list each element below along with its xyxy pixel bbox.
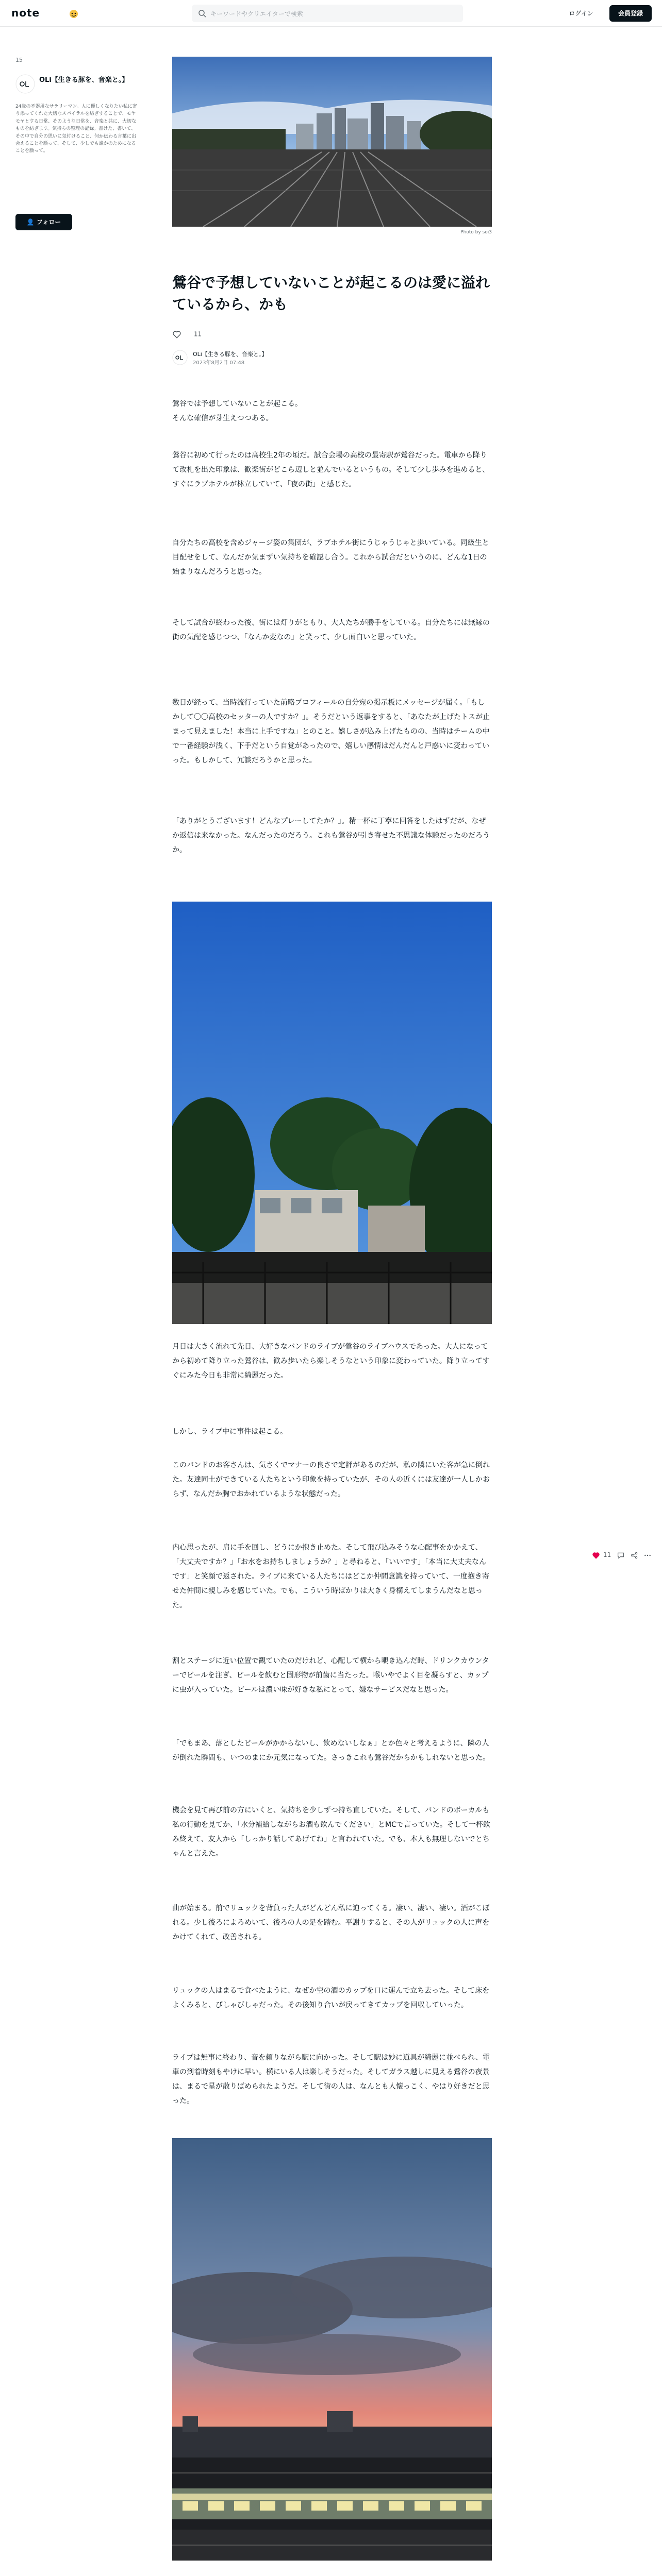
paragraph: そして試合が終わった後、街には灯りがともり、大人たちが勝手をしている。自分たちには無縁の街の気配を感じつつ、「なんか変なの」と笑って、少し面白いと思っていた。 bbox=[172, 619, 490, 641]
note-logo[interactable]: note bbox=[11, 7, 40, 19]
paragraph: 「ありがとうございます！どんなプレーしてたか？」。精一杯に丁寧に回答をしたはずだが、なぜか返信は来なかった。なんだったのだろう。これも鶯谷が引き寄せた不思議な体験だったのだろうか。 bbox=[172, 817, 490, 854]
sunset-station-photo bbox=[172, 2138, 492, 2561]
author-sidebar bbox=[15, 57, 139, 226]
heart-icon[interactable] bbox=[592, 1551, 600, 1560]
floating-like-count[interactable]: 11 bbox=[603, 1551, 611, 1558]
paragraph: 鶯谷に初めて行ったのは高校生2年の頃だ。試合会場の高校の最寄駅が鶯谷だった。電車から降りて改札を出た印象は、歓楽街がどこら辺しと並んでいるというもの。そして少し歩みを進めると、すぐにラブホテルが林立していて、「夜の街」と感じた。 bbox=[172, 451, 490, 488]
paragraph: このバンドのお客さんは、気さくでマナーの良さで定評があるのだが、私の隣にいた客が急に倒れた。友達同士ができている人たちという印象を持っていたが、その人の近くには友達が一人しかおらず、なんだか胸でおかれているような状態だった。 bbox=[172, 1461, 490, 1498]
paragraph: 鶯谷では予想していないことが起こる。 そんな確信が芽生えつつある。 bbox=[172, 400, 302, 422]
follow-label: フォロー bbox=[36, 218, 61, 226]
paragraph: しかし、ライブ中に事件は起こる。 bbox=[172, 1428, 288, 1436]
article-title: 鶯谷で予想していないことが起こるのは愛に溢れているから、かも bbox=[172, 274, 490, 313]
paragraph: 月日は大きく流れて先日、大好きなバンドのライブが鶯谷のライブハウスであった。大人になってから初めて降り立った鶯谷は、歓み歩いたら楽しそうなという印象に変わっていた。降り立ってすぐにみた今日も非常に綺麗だった。 bbox=[172, 1343, 490, 1380]
author-avatar[interactable] bbox=[15, 74, 35, 94]
paragraph: 自分たちの高校を含めジャージ姿の集団が、ラブホテル街にうじゃうじゃと歩いている。同級生と目配せをして、なんだか気まずい気持ちを確認し合う。これから試合だというのに、どんな1日の始まりなんだろうと思った。 bbox=[172, 539, 489, 576]
paragraph: 「でもまあ、落としたビールがかからないし、飲めないしなぁ」とか色々と考えるように、隣の人が倒れた瞬間も、いつのまにか元気になってた。さっきこれも鶯谷だからかもしれないと思った。 bbox=[172, 1739, 490, 1762]
search-input[interactable]: キーワードやクリエイターで検索 bbox=[210, 10, 303, 18]
user-plus-icon: 👤 bbox=[26, 218, 35, 226]
author-name[interactable]: OLi【生きる豚を、音楽と。】 bbox=[193, 351, 268, 358]
paragraph: 数日が経って、当時流行っていた前略プロフィールの自分宛の掲示板にメッセージが届く。「もしかして〇〇高校のセッターの人ですか？」。そうだという返事をすると、「あなたが上げたトスが止まって見えました！本当に上手ですね」とのこと。嬉しさが込み上げたものの、当時はチームの中で一番経験が浅く、下手だという自覚があったので、嬉しい感情はだんだんと戸惑いに変わっていった。もしかして、冗談だろうかと思った。 bbox=[172, 699, 490, 765]
paragraph: リュックの人はまるで食べたように、なぜか空の酒のカップを口に運んで立ち去った。そして床をよくみると、びしゃびしゃだった。その後知り合いが戻ってきてカップを回収していった。 bbox=[172, 1987, 490, 2009]
sidebar-author-bio: 24歳の不器用なサラリーマン。人に優しくなりたい私に寄り添ってくれた大切なスパイラルを紡ぎすることで、モヤモヤとする日常、そのような日常を、音楽と共に、大切なものを紡ぎます。気持ちの整理の記録。書けた、書いて、その中で自分の思いに気付けること、何か伝わる言葉に出会えることを願って、そして、少しでも誰かのためになることを願って。 bbox=[15, 104, 137, 154]
follow-button[interactable] bbox=[15, 214, 72, 230]
like-row bbox=[172, 330, 202, 339]
comment-icon[interactable] bbox=[617, 1551, 625, 1560]
global-header bbox=[0, 0, 662, 27]
paragraph: 割とステージに近い位置で観ていたのだけれど、心配して横から覗き込んだ時、ドリンクカウンターでビールを注ぎ、ビールを飲むと固形物が前歯に当たった。喉いやでよく目を凝らすと、カップに虫が入っていた。ビールは濃い味が好きな私にとって、嫌なサービスだなと思った。 bbox=[172, 1657, 489, 1694]
paragraph: 内心思ったが、肩に手を回し、どうにか抱き止めた。そして飛び込みそうな心配事をかかえて、「大丈夫ですか？」「お水をお持ちしましょうか？」と尋ねると、「いいです」「本当に大丈夫なんです」と笑顔で返された。ライブに来ている人たちにはどこか仲間意識を持っていて、一度抱き寄せた仲間に親しみを感じていた。でも、こういう時ばかりは大きく身構えてしまうんだなと思った。 bbox=[172, 1544, 489, 1609]
paragraph: ライブは無事に終わり、音を頼りながら駅に向かった。そして駅は妙に道具が綺麗に並べられ、電車の到着時刻もやけに早い。横にいる人は楽しそうだった。そしてガラス越しに見える鶯谷の夜景は、まるで星が散りばめられたようだ。そして街の人は、なんとも人懐っこく、やはり好きだと思った。 bbox=[172, 2054, 490, 2105]
paragraph: 機会を見て再び前の方にいくと、気持ちを少しずつ持ち直していた。そして、バンドのボーカルも私の行動を見てか、「水分補給しながらお酒も飲んでください」とMCで言っていた。そして一杯飲み終えて、友人から「しっかり話してあげてね」と言われていた。でも、本人も無理しないでとちゃんと言えた。 bbox=[172, 1806, 490, 1858]
search-box[interactable] bbox=[192, 5, 463, 22]
more-icon[interactable] bbox=[643, 1551, 652, 1560]
like-count[interactable]: 11 bbox=[193, 330, 202, 338]
author-avatar-small[interactable] bbox=[172, 350, 188, 365]
trees-photo bbox=[172, 902, 492, 1324]
floating-action-bar bbox=[592, 1548, 654, 1564]
author-row bbox=[172, 348, 492, 370]
heart-icon[interactable] bbox=[172, 330, 181, 339]
sidebar-author-name[interactable]: OLi【生きる豚を、音楽と。】 bbox=[39, 76, 129, 84]
hero-image bbox=[172, 57, 492, 227]
hero-credit: Photo by soi3 bbox=[460, 230, 492, 235]
login-button[interactable]: ログイン bbox=[569, 10, 593, 17]
publish-date: 2023年8月2日 07:48 bbox=[193, 360, 245, 366]
sidebar-count: 15 bbox=[15, 57, 23, 63]
share-icon[interactable] bbox=[630, 1551, 638, 1560]
paragraph: 曲が始まる。前でリュックを背負った人がどんどん私に迫ってくる。凄い、凄い、凄い。酒がこぼれる。少し後ろによろめいて、後ろの人の足を踏む。平謝りすると、その人がリュックの人に声をかけてくれて、改善される。 bbox=[172, 1904, 490, 1941]
signup-button[interactable]: 会員登録 bbox=[609, 5, 652, 22]
search-icon bbox=[198, 9, 206, 18]
mascot-icon bbox=[68, 8, 79, 19]
